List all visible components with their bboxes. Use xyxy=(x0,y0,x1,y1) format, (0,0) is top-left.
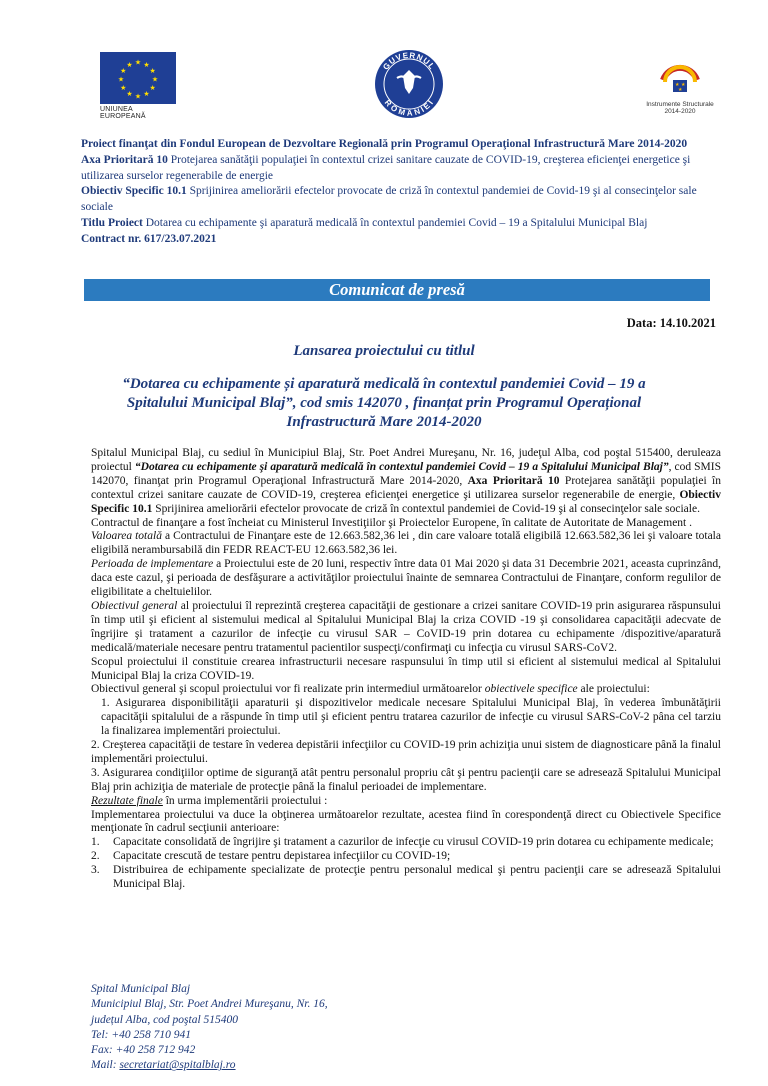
structural-instruments-years: 2014-2020 xyxy=(664,108,696,116)
paragraph-period: Perioada de implementare a Proiectului este de 20 luni, respectiv între data 01 Mai 2020 şi data 31 Decembrie 2021, aceasta cuprinzând, daca este cazul, şi perioada de desfăşurare a activităţilor proiectului înainte de semnarea Contractului de Finanţare, conform regulilor de eligibilitate a cheltuielilor. xyxy=(91,558,721,599)
paragraph-results: Implementarea proiectului va duce la obţinerea următoarelor rezultate, acestea fiind în corespondenţă direct cu Obiectivele Specifice menţionate în cadrul secţiunii anterioare: xyxy=(91,808,721,835)
paragraph-specific-intro: Obiectivul general şi scopul proiectului vor fi realizate prin intermediul următoarelor obiectivele specifice ale proiectului: xyxy=(91,683,650,696)
email-link[interactable]: secretariat@spitalblaj.ro xyxy=(119,1059,236,1072)
svg-text:★: ★ xyxy=(149,67,156,75)
paragraph-scope: Scopul proiectului il constituie crearea infrastructurii necesare raspunsului în timp util si eficient al sistemului medical al Spitalului Municipal Blaj la criza COVID-19. xyxy=(91,655,721,682)
list-item: 3. Distribuirea de echipamente specializate de protecţie pentru personalul medical şi pentru pacienţii care se adresează Spitalului Municipal Blaj. xyxy=(91,864,721,891)
paragraph-results-heading: Rezultate finale în urma implementării proiectului : xyxy=(91,794,328,807)
footer-tel: Tel: +40 258 710 941 xyxy=(91,1028,191,1041)
eu-flag-icon xyxy=(100,52,176,104)
footer-address-1: Municipiul Blaj, Str. Poet Andrei Mureşanu, Nr. 16, xyxy=(91,998,328,1011)
contact-footer xyxy=(91,982,328,1074)
press-body xyxy=(91,447,721,892)
paragraph-value: Valoarea totală a Contractului de Finanţare este de 12.663.582,36 lei , din care valoare totală eligibilă 12.663.582,36 lei şi valoare totala eligibilă nerambursabilă din FEDR REACT-EU 12.663.582,36 lei. xyxy=(91,530,721,557)
axa-text: Protejarea sanătăţii populaţiei în contextul crizei sanitare cauzate de COVID-19, creşterea eficienţei energetice şi utilizarea surselor regenerabile de energie xyxy=(81,153,691,182)
titlu-text: Dotarea cu echipamente şi aparatură medicală în contextul pandemiei Covid – 19 a Spitalului Municipal Blaj xyxy=(145,216,648,229)
svg-text:★: ★ xyxy=(675,82,680,88)
eu-label: UNIUNEA EUROPEANĂ xyxy=(100,106,146,120)
gov-seal-top-text: GUVERNUL xyxy=(381,50,437,72)
obiectiv-label: Obiectiv Specific 10.1 xyxy=(81,185,187,198)
svg-text:★: ★ xyxy=(120,84,127,92)
footer-name: Spital Municipal Blaj xyxy=(91,983,191,995)
paragraph-objective: Obiectivul general al proiectului îl reprezintă creşterea capacităţii de gestionare a crizei sanitare COVID-19 prin asigurarea răspunsului în timp util şi eficient al sistemului medical al Spitalului Municipal Blaj la criza COVID -19 şi consolidarea capacităţii adecvate de îngrijire şi tratament a cazurilor de infecţie cu virusul SAR – CoVID-19 prin dotarea cu echipamente /dispozitive/aparatură medicală/materiale necesare pentru tratamentul pacientilor suspecţi/confirmaţi cu infecţia cu virusul SARS-CoV2. xyxy=(91,599,722,654)
svg-text:★: ★ xyxy=(143,60,150,69)
structural-instruments-icon xyxy=(655,50,705,96)
svg-text:★: ★ xyxy=(151,75,159,84)
footer-fax: Fax: +40 258 712 942 xyxy=(91,1044,196,1057)
footer-mail: Mail: secretariat@spitalblaj.ro xyxy=(91,1059,236,1072)
results-list xyxy=(91,836,721,892)
axa-label: Axa Prioritară 10 xyxy=(81,153,168,166)
logo-bar xyxy=(0,0,768,130)
contract-number: Contract nr. 617/23.07.2021 xyxy=(81,232,217,245)
svg-text:★: ★ xyxy=(678,87,683,93)
government-seal-icon xyxy=(373,48,445,120)
press-release-banner: Comunicat de presă xyxy=(84,279,710,301)
svg-text:★: ★ xyxy=(120,67,127,75)
list-item: 1. Capacitate consolidată de îngrijire şi tratament a cazurilor de infecţie cu virusul COVID-19 prin dotarea cu echipamente medicale; xyxy=(91,836,714,849)
structural-instruments-logo xyxy=(640,50,720,116)
svg-text:★: ★ xyxy=(134,58,142,67)
specific-objective-3: 3. Asigurarea condiţiilor optime de siguranţă atât pentru personalul propriu cât şi pentru pacienţii care se adresează Spitalului Municipal Blaj prin achiziţia de materiale de protecţie până la finalul perioadei de implementare. xyxy=(91,766,721,793)
funding-line: Proiect finanţat din Fondul European de Dezvoltare Regională prin Programul Operaţional Infrastructură Mare 2014-2020 xyxy=(81,138,688,150)
titlu-label: Titlu Proiect xyxy=(81,216,143,229)
project-title: “Dotarea cu echipamente și aparatură medicală în contextul pandemiei Covid – 19 a Spitalului Municipal Blaj”, cod smis 142070 , finanțat prin Programul Operațional Infrastructură Mare 2014-2020 xyxy=(122,376,646,430)
paragraph-intro: Spitalul Municipal Blaj, cu sediul în Municipiul Blaj, Str. Poet Andrei Mureşanu, Nr. 16, judeţul Alba, cod poştal 515400, deruleaza proiectul “Dotarea cu echipamente şi aparatură medicală în contextul pandemiei Covid – 19 a Spitalului Municipal Blaj”, cod SMIS 142070, finanţat prin Programul Operaţional Infrastructură Mare 2014-2020, Axa Prioritară 10 Protejarea sanătăţii populaţiei în contextul crizei sanitare cauzate de COVID-19, creşterea eficienţei energetice şi utilizarea surselor regenerabile de energie, Obiectiv Specific 10.1 Sprijinirea ameliorării efectelor provocate de criză în contextul pandemiei de Covid-19 şi al consecinţelor sale sociale. xyxy=(91,447,722,515)
release-date: Data: 14.10.2021 xyxy=(626,316,716,330)
project-header xyxy=(81,137,711,248)
svg-text:★: ★ xyxy=(681,82,686,88)
structural-instruments-label: Instrumente Structurale xyxy=(646,101,714,108)
svg-text:★: ★ xyxy=(149,84,156,92)
paragraph-contract: Contractul de finanţare a fost încheiat cu Ministerul Investiţiilor şi Proiectelor Europene, în calitate de Autoritate de Management . xyxy=(91,516,692,529)
svg-text:★: ★ xyxy=(126,90,133,99)
list-item: 2. Capacitate crescută de testare pentru depistarea infecţiilor cu COVID-19; xyxy=(91,850,451,863)
svg-text:★: ★ xyxy=(117,75,125,84)
svg-text:★: ★ xyxy=(134,92,142,101)
svg-text:★: ★ xyxy=(143,90,150,99)
footer-address-2: județul Alba, cod poştal 515400 xyxy=(91,1013,239,1026)
svg-text:★: ★ xyxy=(126,60,133,69)
specific-objective-1: 1. Asigurarea disponibilităţii aparaturii şi dispozitivelor medicale necesare Spitalului Municipal Blaj, în vederea îmbunătăţirii capacităţii spitalului de a răspunde în timp util şi eficient pentru tratarea cazurilor de infecţie cu virusul SARS-CoV-2 pâna cel tarziu la finalizarea implementări proiectului. xyxy=(101,697,721,738)
specific-objective-2: 2. Creşterea capacităţii de testare în vederea depistării infecţiilor cu COVID-19 prin achiziţia unui sistem de diagnosticare până la finalul implementări proiectului. xyxy=(91,739,721,765)
subtitle: Lansarea proiectului cu titlul xyxy=(293,343,475,359)
eu-logo xyxy=(100,52,176,120)
obiectiv-text: Sprijinirea ameliorării efectelor provocate de criză în contextul pandemiei de Covid-19 şi al consecinţelor sale sociale xyxy=(81,185,697,214)
gov-seal-bottom-text: ROMÂNIEI xyxy=(382,97,436,118)
